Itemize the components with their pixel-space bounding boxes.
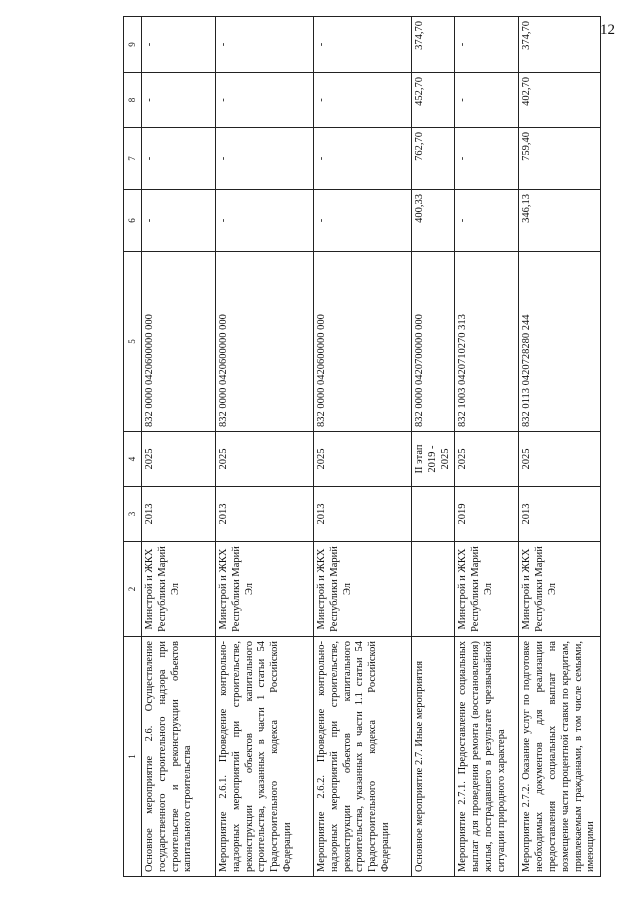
value-col9: -: [313, 17, 411, 73]
value-col7: -: [215, 128, 313, 190]
page-number: 12: [600, 22, 615, 38]
value-col7: 762,70: [411, 128, 454, 190]
end-year: 2025: [215, 432, 313, 487]
value-col9: -: [455, 17, 519, 73]
value-col8: 402,70: [519, 73, 601, 128]
budget-code: 832 0000 0420700000 000: [411, 252, 454, 432]
executor: Минстрой и ЖКХ Республики Марий Эл: [215, 542, 313, 637]
activity-name: Основное мероприятие 2.6. Осуществление государственного строительного надзора при строительстве и реконструкции объектов капитального строительства: [141, 637, 215, 877]
table-row: [141, 17, 215, 877]
value-col7: -: [455, 128, 519, 190]
col-header: 3: [124, 487, 142, 542]
value-col9: -: [215, 17, 313, 73]
value-col9: -: [141, 17, 215, 73]
executor: Минстрой и ЖКХ Республики Марий Эл: [519, 542, 601, 637]
value-col8: -: [455, 73, 519, 128]
table-row: [455, 17, 519, 877]
value-col7: 759,40: [519, 128, 601, 190]
executor: Минстрой и ЖКХ Республики Марий Эл: [313, 542, 411, 637]
value-col6: -: [455, 190, 519, 252]
end-year: 2025: [141, 432, 215, 487]
value-col6: -: [313, 190, 411, 252]
end-year: 2025: [519, 432, 601, 487]
table-row: [411, 17, 454, 877]
activity-name: Мероприятие 2.7.2. Оказание услуг по подготовке необходимых документов для реализации предоставления социальных выплат на возмещение части процентной ставки по кредитам, привлекаемым гражданами, в том числе семьями, имеющими: [519, 637, 601, 877]
budget-code: 832 1003 0420710270 313: [455, 252, 519, 432]
budget-code: 832 0000 0420600000 000: [313, 252, 411, 432]
start-year: [411, 487, 454, 542]
start-year: 2019: [455, 487, 519, 542]
col-header: 1: [124, 637, 142, 877]
table-row: [215, 17, 313, 877]
activity-name: Мероприятие 2.6.1. Проведение контрольно-надзорных мероприятий при строительстве, реконструкции объектов капитального строительства, указанных в части 1 статьи 54 Градостроительного кодекса Российской Федерации: [215, 637, 313, 877]
col-header: 4: [124, 432, 142, 487]
start-year: 2013: [141, 487, 215, 542]
program-table: [123, 16, 601, 877]
table-row: [313, 17, 411, 877]
value-col8: 452,70: [411, 73, 454, 128]
value-col8: -: [215, 73, 313, 128]
start-year: 2013: [519, 487, 601, 542]
stage-period: II этап 2019 - 2025: [411, 432, 454, 487]
budget-code: 832 0000 0420600000 000: [141, 252, 215, 432]
rotated-sheet: [123, 17, 633, 877]
budget-code: 832 0000 0420600000 000: [215, 252, 313, 432]
value-col9: 374,70: [519, 17, 601, 73]
header-row: [124, 17, 142, 877]
value-col7: -: [141, 128, 215, 190]
col-header: 2: [124, 542, 142, 637]
value-col6: -: [141, 190, 215, 252]
col-header: 6: [124, 190, 142, 252]
end-year: 2025: [313, 432, 411, 487]
start-year: 2013: [215, 487, 313, 542]
end-year: 2025: [455, 432, 519, 487]
col-header: 5: [124, 252, 142, 432]
activity-name: Мероприятие 2.6.2. Проведение контрольно-надзорных мероприятий при строительстве, реконструкции объектов капитального строительства, указанных в части 1.1 статьи 54 Градостроительного кодекса Российской Федерации: [313, 637, 411, 877]
value-col6: 400,33: [411, 190, 454, 252]
col-header: 8: [124, 73, 142, 128]
table-row: [519, 17, 601, 877]
activity-name: Основное мероприятие 2.7. Иные мероприятия: [411, 637, 454, 877]
executor: [411, 542, 454, 637]
value-col7: -: [313, 128, 411, 190]
value-col6: 346,13: [519, 190, 601, 252]
executor: Минстрой и ЖКХ Республики Марий Эл: [141, 542, 215, 637]
value-col9: 374,70: [411, 17, 454, 73]
col-header: 9: [124, 17, 142, 73]
executor: Минстрой и ЖКХ Республики Марий Эл: [455, 542, 519, 637]
value-col6: -: [215, 190, 313, 252]
budget-code: 832 0113 0420728280 244: [519, 252, 601, 432]
value-col8: -: [313, 73, 411, 128]
value-col8: -: [141, 73, 215, 128]
activity-name: Мероприятие 2.7.1. Предоставление социальных выплат для проведения ремонта (восстановления) жилья, пострадавшего в результате чрезвычайной ситуации природного характера: [455, 637, 519, 877]
col-header: 7: [124, 128, 142, 190]
start-year: 2013: [313, 487, 411, 542]
